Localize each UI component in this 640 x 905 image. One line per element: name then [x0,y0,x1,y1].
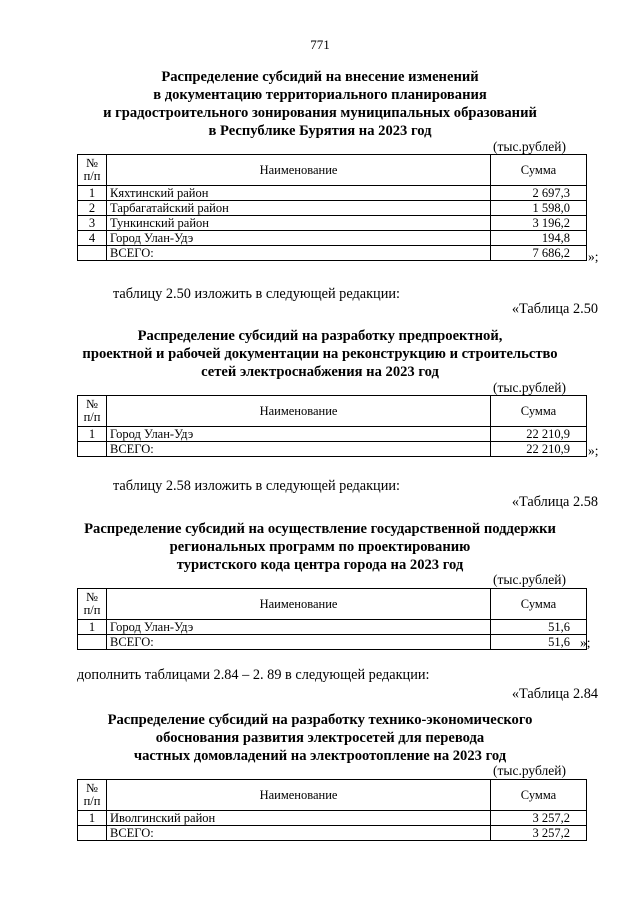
row-sum: 51,6 [491,620,587,635]
section3-title [40,520,600,574]
row-num: 1 [78,186,107,201]
header-num: № п/п [78,396,107,427]
header-num: № п/п [78,589,107,620]
section2-title-line: сетей электроснабжения на 2023 год [201,364,439,380]
row-sum: 22 210,9 [491,427,587,442]
table-header-row [78,396,587,427]
table-row [78,811,587,826]
row-name: Город Улан-Удэ [107,231,491,246]
section3-unit: (тыс.рублей) [493,572,566,587]
total-label: ВСЕГО: [107,442,491,457]
table-header-row [78,780,587,811]
row-num: 2 [78,201,107,216]
table-row [78,201,587,216]
header-sum: Сумма [491,155,587,186]
header-name: Наименование [107,589,491,620]
row-name: Город Улан-Удэ [107,620,491,635]
table-row [78,186,587,201]
table-total-row [78,635,587,650]
section4-title-line: частных домовладений на электроотопление на 2023 год [133,748,507,764]
row-name: Город Улан-Удэ [107,427,491,442]
table-row [78,427,587,442]
total-label: ВСЕГО: [107,246,491,261]
section1-title [40,68,600,140]
paragraph-1: таблицу 2.50 изложить в следующей редакции: [113,286,400,302]
row-sum: 194,8 [491,231,587,246]
header-name: Наименование [107,396,491,427]
total-label: ВСЕГО: [107,635,491,650]
section2-end-mark: »; [588,443,599,458]
section2-table [77,395,587,457]
table-ref-2-58: «Таблица 2.58 [511,494,598,510]
section1-title-line: и градостроительного зонирования муниципальных образований [103,105,537,121]
table-row [78,216,587,231]
row-name: Иволгинский район [107,811,491,826]
total-sum: 22 210,9 [491,442,587,457]
section1-unit: (тыс.рублей) [493,139,566,154]
header-num: № п/п [78,155,107,186]
page-number: 771 [310,37,330,52]
row-num: 1 [78,620,107,635]
section2-title [40,327,600,381]
row-num: 1 [78,811,107,826]
header-name: Наименование [107,155,491,186]
section4-title-line: Распределение субсидий на разработку технико-экономического [107,712,533,728]
total-num [78,246,107,261]
section2-title-line: Распределение субсидий на разработку предпроектной, [137,328,503,344]
section3-end-mark: »; [580,635,591,650]
section3-table [77,588,587,650]
table-header-row [78,155,587,186]
section2-title-line: проектной и рабочей документации на реконструкцию и строительство [82,346,558,362]
row-num: 4 [78,231,107,246]
table-total-row [78,442,587,457]
row-name: Тункинский район [107,216,491,231]
section1-title-line: в документацию территориального планирования [153,87,487,103]
table-total-row [78,826,587,841]
section1-end-mark: »; [588,249,599,264]
section1-title-line: Распределение субсидий на внесение изменений [161,69,479,85]
row-num: 3 [78,216,107,231]
total-label: ВСЕГО: [107,826,491,841]
row-name: Кяхтинский район [107,186,491,201]
header-sum: Сумма [491,780,587,811]
section3-title-line: Распределение субсидий на осуществление государственной поддержки [84,521,556,537]
section1-title-line: в Республике Бурятия на 2023 год [208,123,432,139]
total-num [78,635,107,650]
total-sum: 3 257,2 [491,826,587,841]
section3-title-line: туристского кода центра города на 2023 год [176,557,464,573]
table-row [78,231,587,246]
total-num [78,442,107,457]
row-num: 1 [78,427,107,442]
table-ref-2-84: «Таблица 2.84 [511,686,598,702]
section4-unit: (тыс.рублей) [493,763,566,778]
section4-title-line: обоснования развития электросетей для перевода [155,730,485,746]
row-sum: 2 697,3 [491,186,587,201]
row-sum: 3 257,2 [491,811,587,826]
section2-unit: (тыс.рублей) [493,380,566,395]
table-ref-2-50: «Таблица 2.50 [511,301,598,317]
row-sum: 3 196,2 [491,216,587,231]
section1-table [77,154,587,261]
header-sum: Сумма [491,589,587,620]
header-num: № п/п [78,780,107,811]
section3-title-line: региональных программ по проектированию [169,539,471,555]
paragraph-3: дополнить таблицами 2.84 – 2. 89 в следующей редакции: [77,667,430,683]
row-name: Тарбагатайский район [107,201,491,216]
header-sum: Сумма [491,396,587,427]
header-name: Наименование [107,780,491,811]
table-total-row [78,246,587,261]
section4-title [40,711,600,765]
table-row [78,620,587,635]
total-sum: 7 686,2 [491,246,587,261]
section4-table [77,779,587,841]
paragraph-2: таблицу 2.58 изложить в следующей редакции: [113,478,400,494]
total-sum: 51,6 [491,635,587,650]
row-sum: 1 598,0 [491,201,587,216]
total-num [78,826,107,841]
table-header-row [78,589,587,620]
